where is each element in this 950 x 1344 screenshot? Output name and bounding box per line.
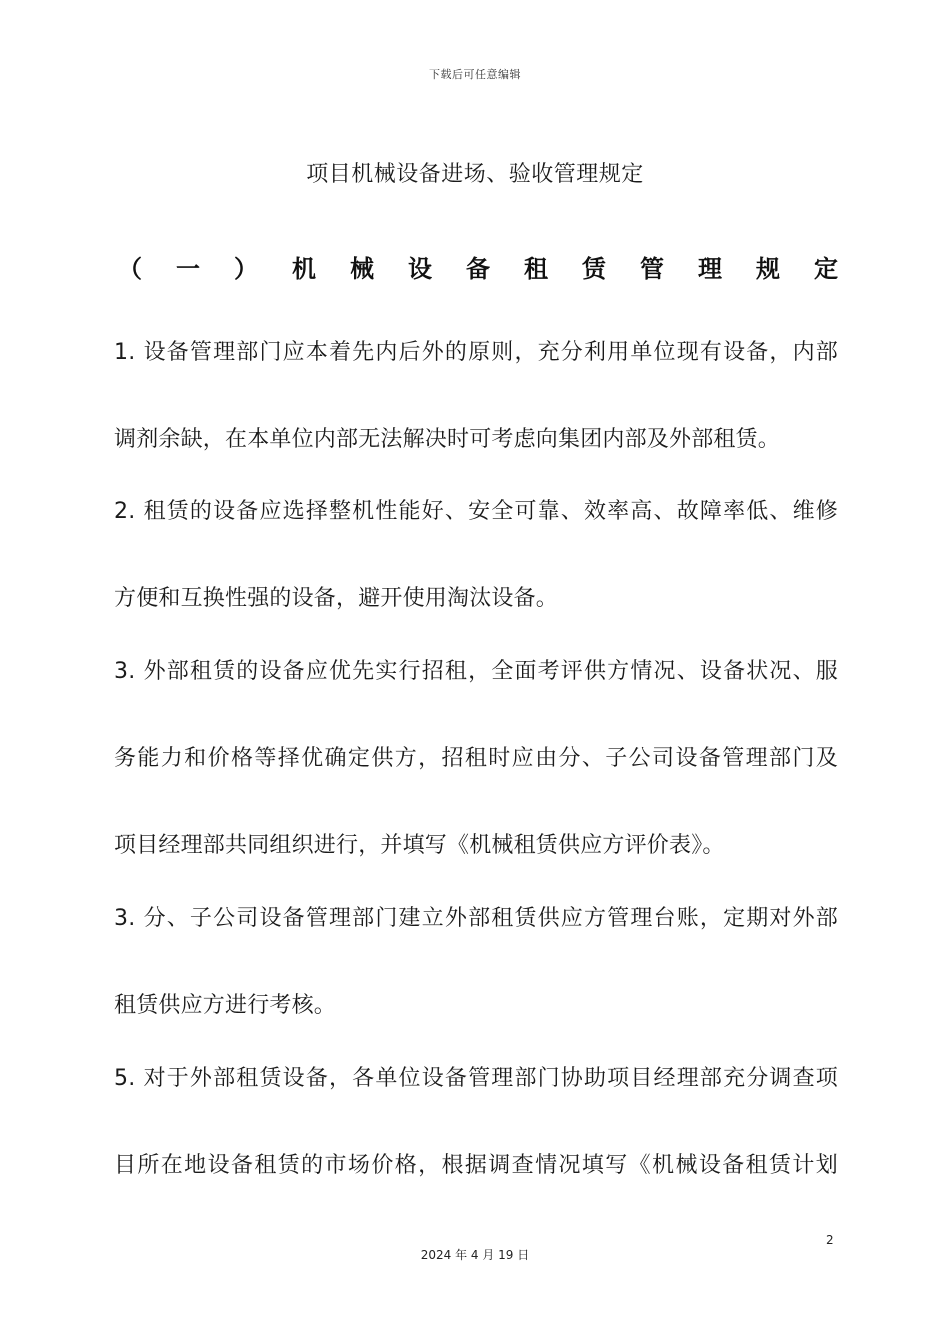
paragraph-5-line-2: 目所在地设备租赁的市场价格，根据调查情况填写《机械设备租赁计划	[114, 1153, 838, 1178]
section-heading-char: 租	[524, 254, 548, 283]
paragraph-3-line-3: 项目经理部共同组织进行，并填写《机械租赁供应方评价表》。	[114, 833, 725, 858]
section-heading-char: （	[118, 254, 142, 283]
section-heading-char: 机	[292, 254, 316, 283]
document-title: 项目机械设备进场、验收管理规定	[306, 162, 644, 187]
section-heading-char: 械	[350, 254, 374, 283]
section-heading-char: 设	[408, 254, 432, 283]
paragraph-1-line-1: 1. 设备管理部门应本着先内后外的原则，充分利用单位现有设备，内部	[114, 340, 838, 365]
header-note: 下载后可任意编辑	[429, 68, 521, 81]
section-heading	[118, 246, 838, 286]
paragraph-3-line-1: 3. 外部租赁的设备应优先实行招租，全面考评供方情况、设备状况、服	[114, 659, 838, 684]
paragraph-2-line-2: 方便和互换性强的设备，避开使用淘汰设备。	[114, 586, 559, 611]
page-number: 2	[826, 1233, 834, 1247]
section-heading-char: 理	[698, 254, 722, 283]
section-heading-char: 规	[756, 254, 780, 283]
section-heading-char: 赁	[582, 254, 606, 283]
paragraph-4-line-1: 3. 分、子公司设备管理部门建立外部租赁供应方管理台账，定期对外部	[114, 906, 838, 931]
section-heading-char: 备	[466, 254, 490, 283]
paragraph-5-line-1: 5. 对于外部租赁设备，各单位设备管理部门协助项目经理部充分调查项	[114, 1066, 838, 1091]
paragraph-2-line-1: 2. 租赁的设备应选择整机性能好、安全可靠、效率高、故障率低、维修	[114, 499, 838, 524]
section-heading-char: 一	[176, 254, 200, 283]
paragraph-1-line-2: 调剂余缺，在本单位内部无法解决时可考虑向集团内部及外部租赁。	[114, 427, 781, 452]
paragraph-4-line-2: 租赁供应方进行考核。	[114, 993, 337, 1018]
section-heading-char: ）	[234, 254, 258, 283]
section-heading-char: 管	[640, 254, 664, 283]
paragraph-3-line-2: 务能力和价格等择优确定供方，招租时应由分、子公司设备管理部门及	[114, 746, 838, 771]
section-heading-char: 定	[814, 254, 838, 283]
footer-date: 2024 年 4 月 19 日	[420, 1248, 530, 1262]
